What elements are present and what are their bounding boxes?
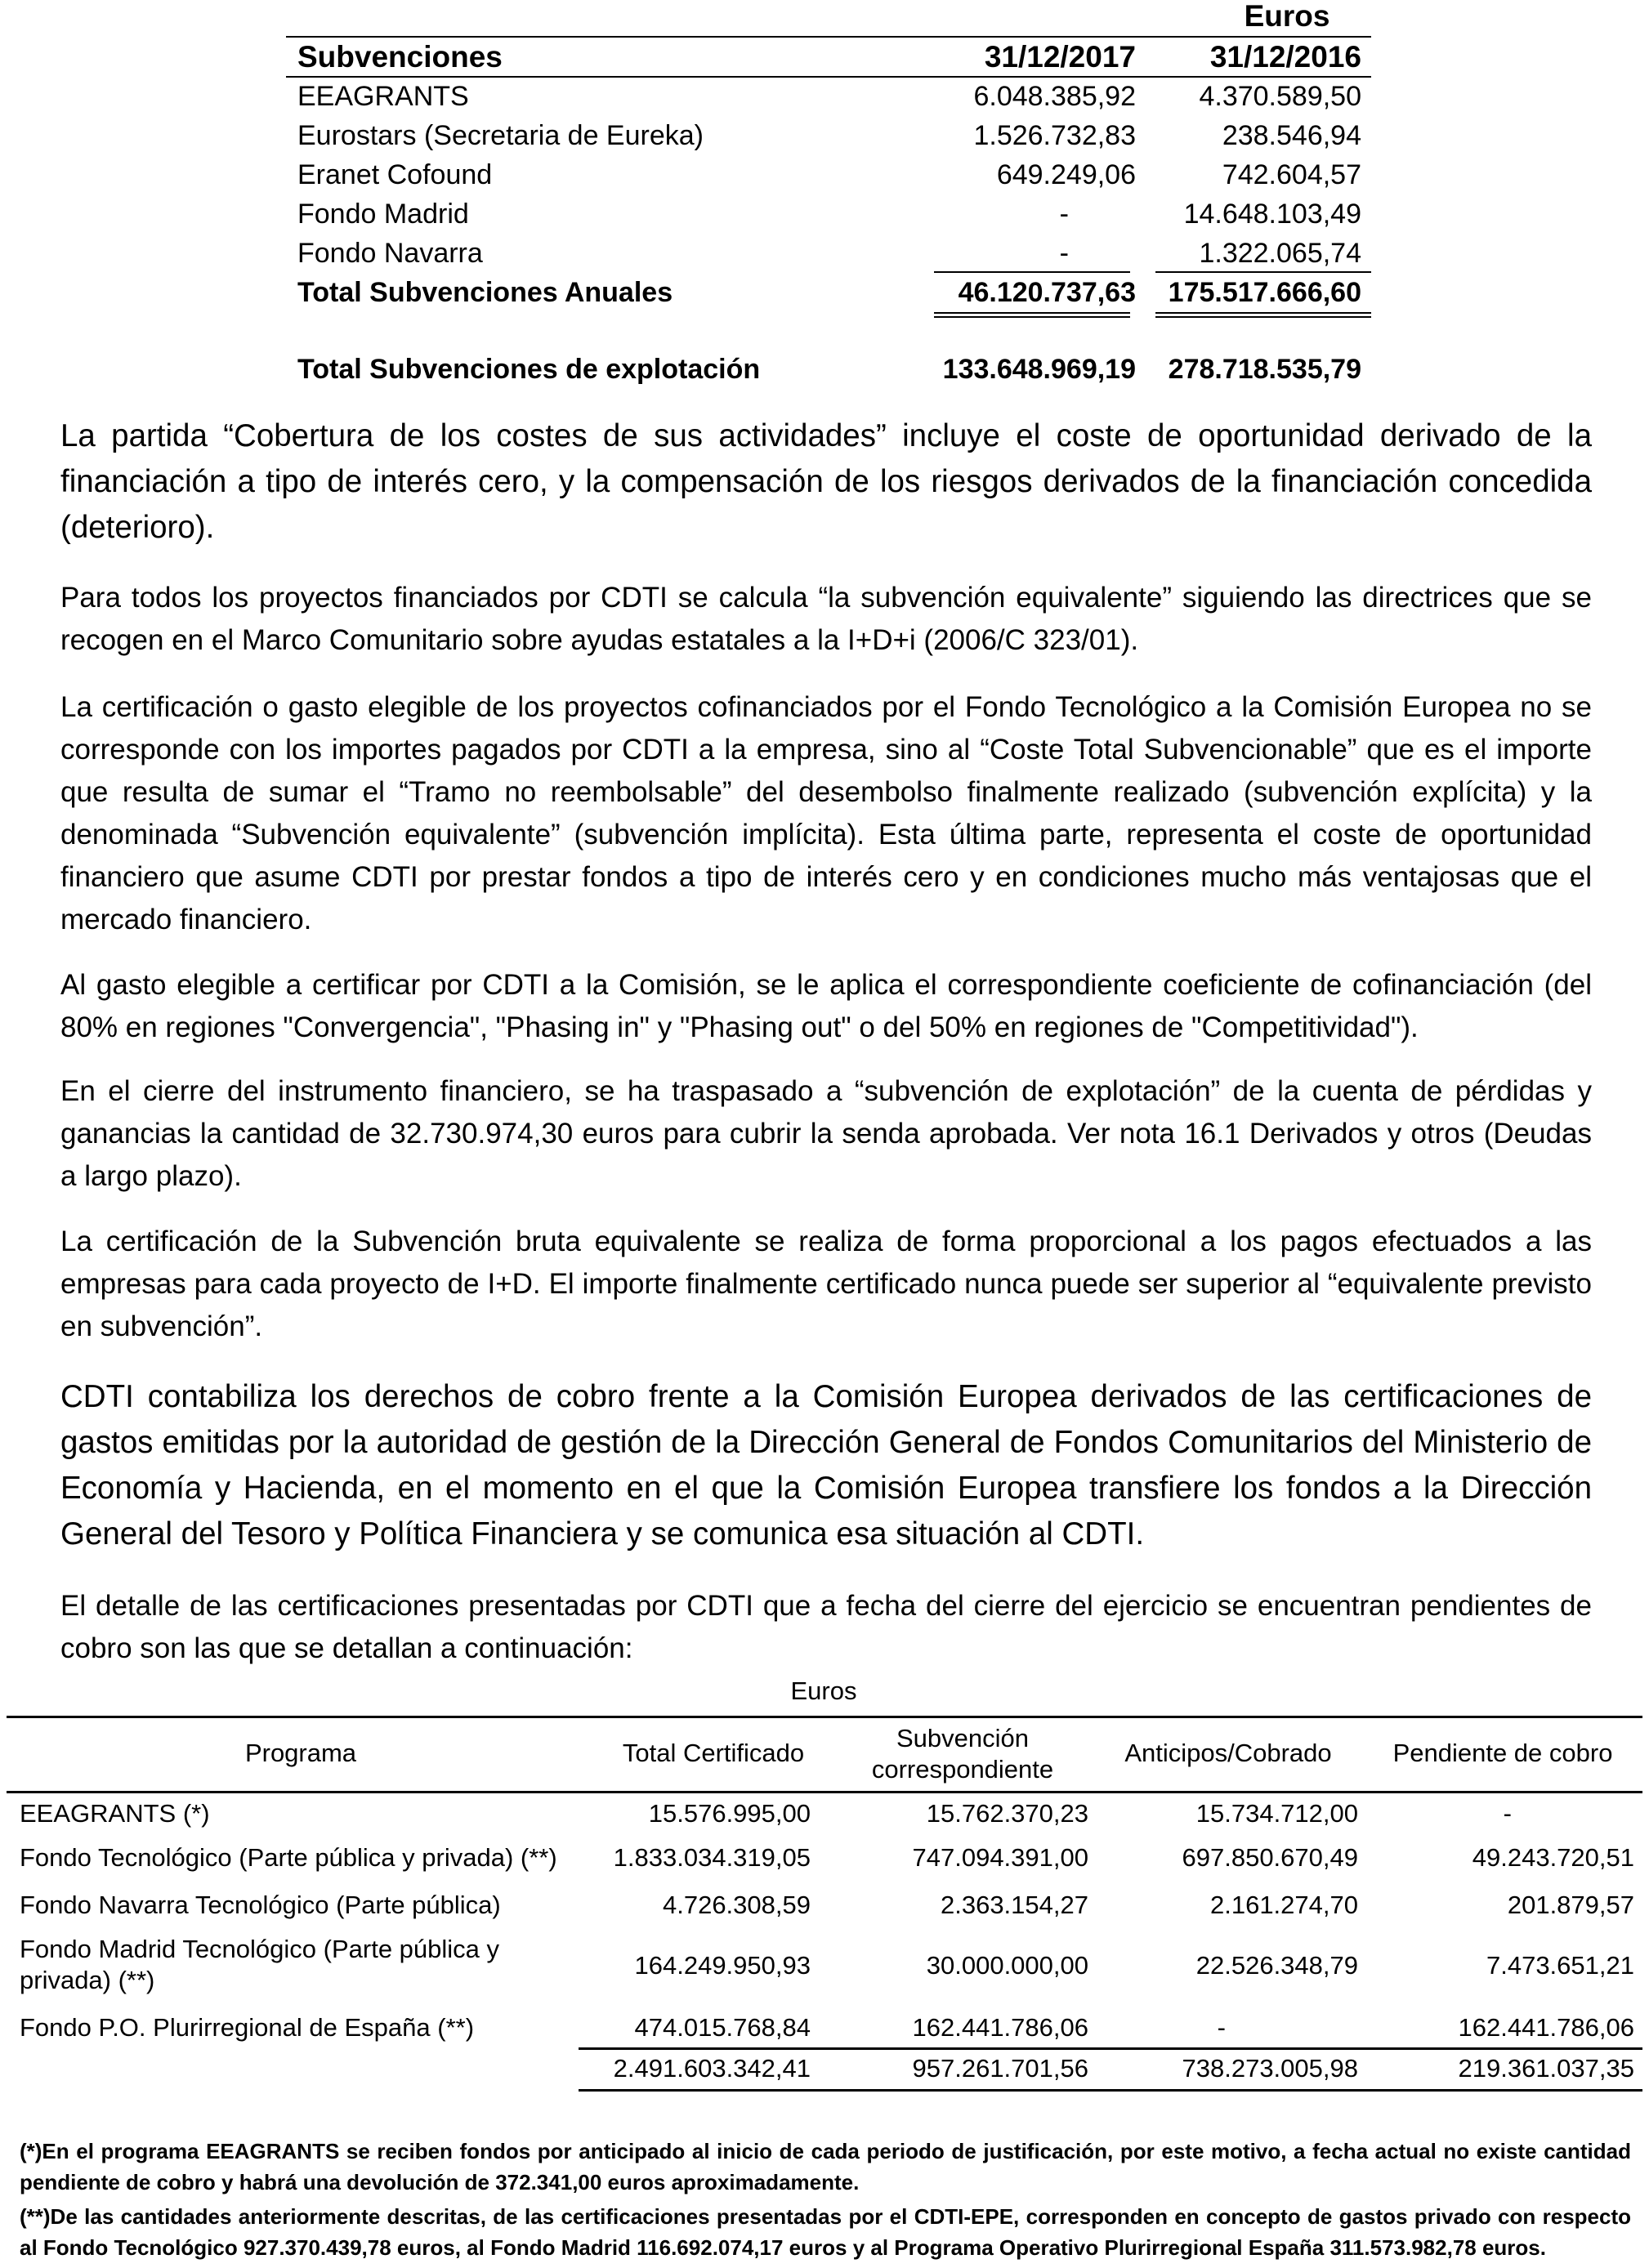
total-explotacion-label: Total Subvenciones de explotación — [297, 354, 761, 385]
row-2017-value: 6.048.385,92 — [973, 81, 1136, 112]
row-label: EEAGRANTS — [297, 81, 469, 112]
row-programa: Fondo Madrid Tecnológico (Parte pública y — [20, 1935, 500, 1963]
col-pendiente: Pendiente de cobro — [1392, 1739, 1613, 1767]
row-total: 15.576.995,00 — [648, 1799, 811, 1828]
euros-header-row — [286, 0, 1371, 39]
row-programa: Fondo Tecnológico (Parte pública y privada) (**) — [20, 1843, 557, 1872]
row-2016-value: 742.604,57 — [1222, 159, 1361, 190]
col-subvencion-line1: Subvención — [896, 1724, 1029, 1752]
table-row — [286, 155, 1371, 194]
paragraph-certificacion: La certificación o gasto elegible de los proyectos cofinanciados por el Fondo Tecnológico a la Comisión Europea no se corresponde con los importes pagados por CDTI a la empresa, sino al “Coste Total Subvencionable” que es el importe que resulta de sumar el “Tramo no reembolsable” del desembolso finalmente realizado (subvención explícita) y la denominada “Subvención equivalente” (subvención implícita). Esta última parte, representa el coste de oportunidad financiero que asume CDTI por prestar fondos a tipo de interés cero y en condiciones mucho más ventajosas que el mercado financiero. — [60, 691, 1592, 935]
row-anticipos: 22.526.348,79 — [1195, 1951, 1358, 1980]
row-subvencion: 2.363.154,27 — [940, 1891, 1088, 1919]
row-2017-value: - — [1059, 199, 1069, 230]
paragraph-subvencion-bruta: La certificación de la Subvención bruta equivalente se realiza de forma proporcional a los pagos efectuados a las empresas para cada proyecto de I+D. El importe finalmente certificado nunca puede ser superior al “equivalente previsto en subvención”. — [60, 1226, 1592, 1342]
euros-header: Euros — [790, 1676, 857, 1705]
row-pendiente: 201.879,57 — [1507, 1891, 1634, 1919]
table-row — [286, 116, 1371, 155]
row-anticipos: - — [1217, 2013, 1226, 2042]
row-pendiente: 49.243.720,51 — [1472, 1843, 1634, 1872]
column-header-row — [286, 38, 1371, 77]
table-row — [286, 234, 1371, 273]
total-anual-2016: 175.517.666,60 — [1168, 277, 1361, 308]
row-2016-value: 4.370.589,50 — [1199, 81, 1361, 112]
row-label: Fondo Madrid — [297, 199, 469, 230]
euros-header: Euros — [1244, 0, 1330, 33]
table-row — [286, 194, 1371, 234]
col-2017: 31/12/2017 — [984, 40, 1136, 74]
row-pendiente: 162.441.786,06 — [1458, 2013, 1634, 2042]
row-2016-value: 1.322.065,74 — [1199, 238, 1361, 269]
total-double-rule-2016-a — [1155, 312, 1371, 314]
paragraph-cierre-instrumento: En el cierre del instrumento financiero, se ha traspasado a “subvención de explotación” de la cuenta de pérdidas y ganancias la cantidad de 32.730.974,30 euros para cubrir la senda aprobada. Ver nota 16.1 Derivados y otros (Deudas a largo plazo). — [60, 1075, 1592, 1192]
footnote-eeagrants: (*)En el programa EEAGRANTS se reciben fondos por anticipado al inicio de cada periodo de justificación, por este motivo, a fecha actual no existe cantidad pendiente de cobro y habrá una devolución de 372.341,00 euros aproximadamente. — [20, 2139, 1631, 2194]
total-subvencion-sum: 957.261.701,56 — [912, 2054, 1088, 2083]
row-anticipos: 15.734.712,00 — [1195, 1799, 1358, 1828]
row-subvencion: 747.094.391,00 — [912, 1843, 1088, 1872]
col-2016: 31/12/2016 — [1209, 40, 1361, 74]
table-bottom-rule — [579, 2089, 1642, 2092]
row-programa: EEAGRANTS (*) — [20, 1799, 210, 1828]
total-anual-row — [286, 273, 1371, 312]
row-2017-value: 649.249,06 — [996, 159, 1136, 190]
row-2017-value: - — [1059, 238, 1069, 269]
total-double-rule-2017-a — [934, 312, 1130, 314]
total-explotacion-row — [286, 350, 1371, 389]
row-programa: Fondo P.O. Plurirregional de España (**) — [20, 2013, 475, 2042]
total-explotacion-2016: 278.718.535,79 — [1168, 354, 1361, 385]
row-label: Fondo Navarra — [297, 238, 483, 269]
col-anticipos: Anticipos/Cobrado — [1124, 1739, 1332, 1767]
row-pendiente: 7.473.651,21 — [1486, 1951, 1634, 1980]
total-double-rule-2016-b — [1155, 316, 1371, 318]
table-top-rule — [7, 1716, 1642, 1718]
paragraph-subvencion-equivalente: Para todos los proyectos financiados por CDTI se calcula “la subvención equivalente” siguiendo las directrices que se recogen en el Marco Comunitario sobre ayudas estatales a la I+D+i (2006/C 323/01). — [60, 582, 1592, 656]
total-anticipos-sum: 738.273.005,98 — [1182, 2054, 1358, 2083]
row-anticipos: 697.850.670,49 — [1182, 1843, 1358, 1872]
row-programa: Fondo Navarra Tecnológico (Parte pública) — [20, 1891, 501, 1919]
totals-rule — [579, 2047, 1642, 2050]
table-row — [286, 77, 1371, 116]
subvenciones-table — [286, 0, 1371, 385]
paragraph-gasto-elegible: Al gasto elegible a certificar por CDTI a la Comisión, se le aplica el correspondiente coeficiente de cofinanciación (del 80% en regiones "Convergencia", "Phasing in" y "Phasing out" o del 50% en regiones de "Competitividad"). — [60, 969, 1592, 1043]
col-total-certificado: Total Certificado — [622, 1739, 805, 1767]
total-explotacion-2017: 133.648.969,19 — [942, 354, 1136, 385]
row-2016-value: 238.546,94 — [1222, 120, 1361, 151]
col-programa: Programa — [244, 1739, 357, 1767]
col-subvenciones: Subvenciones — [297, 40, 503, 74]
row-label: Eurostars (Secretaria de Eureka) — [297, 120, 704, 151]
row-total: 1.833.034.319,05 — [613, 1843, 811, 1872]
row-subvencion: 30.000.000,00 — [926, 1951, 1088, 1980]
total-pendiente-sum: 219.361.037,35 — [1458, 2054, 1634, 2083]
row-pendiente: - — [1503, 1799, 1512, 1828]
paragraph-derechos-cobro: CDTI contabiliza los derechos de cobro frente a la Comisión Europea derivados de las certificaciones de gastos emitidas por la autoridad de gestión de la Dirección General de Fondos Comunitarios del Ministerio de Economía y Hacienda, en el momento en el que la Comisión Europea transfiere los fondos a la Dirección General del Tesoro y Política Financiera y se comunica esa situación al CDTI. — [60, 1379, 1592, 1551]
paragraph-cobertura: La partida “Cobertura de los costes de sus actividades” incluye el coste de oportunidad derivado de la financiación a tipo de interés cero, y la compensación de los riesgos derivados de la financiación concedida (deterioro). — [60, 418, 1592, 545]
row-subvencion: 15.762.370,23 — [926, 1799, 1088, 1828]
paragraph-detalle: El detalle de las certificaciones presentadas por CDTI que a fecha del cierre del ejercicio se encuentran pendientes de cobro son las que se detallan a continuación: — [60, 1590, 1592, 1664]
row-total: 4.726.308,59 — [662, 1891, 811, 1919]
row-label: Eranet Cofound — [297, 159, 493, 190]
total-certificado-sum: 2.491.603.342,41 — [613, 2054, 811, 2083]
header-bottom-rule — [7, 1791, 1642, 1793]
total-anual-2017: 46.120.737,63 — [958, 277, 1136, 308]
col-subvencion-line2: correspondiente — [871, 1755, 1054, 1784]
row-programa-line2: privada) (**) — [20, 1966, 155, 1994]
total-double-rule-2017-b — [934, 316, 1130, 318]
total-anual-label: Total Subvenciones Anuales — [297, 277, 673, 308]
row-anticipos: 2.161.274,70 — [1209, 1891, 1358, 1919]
row-2016-value: 14.648.103,49 — [1183, 199, 1361, 230]
row-subvencion: 162.441.786,06 — [912, 2013, 1088, 2042]
row-2017-value: 1.526.732,83 — [973, 120, 1136, 151]
row-total: 164.249.950,93 — [634, 1951, 811, 1980]
footnote-cdti-epe: (**)De las cantidades anteriormente descritas, de las certificaciones presentadas por el CDTI-EPE, corresponden en concepto de gastos privado con respecto al Fondo Tecnológico 927.370.439,78 euros, al Fondo Madrid 116.692.074,17 euros y al Programa Operativo Plurirregional España 311.573.982,78 euros. — [20, 2204, 1631, 2260]
row-total: 474.015.768,84 — [634, 2013, 811, 2042]
